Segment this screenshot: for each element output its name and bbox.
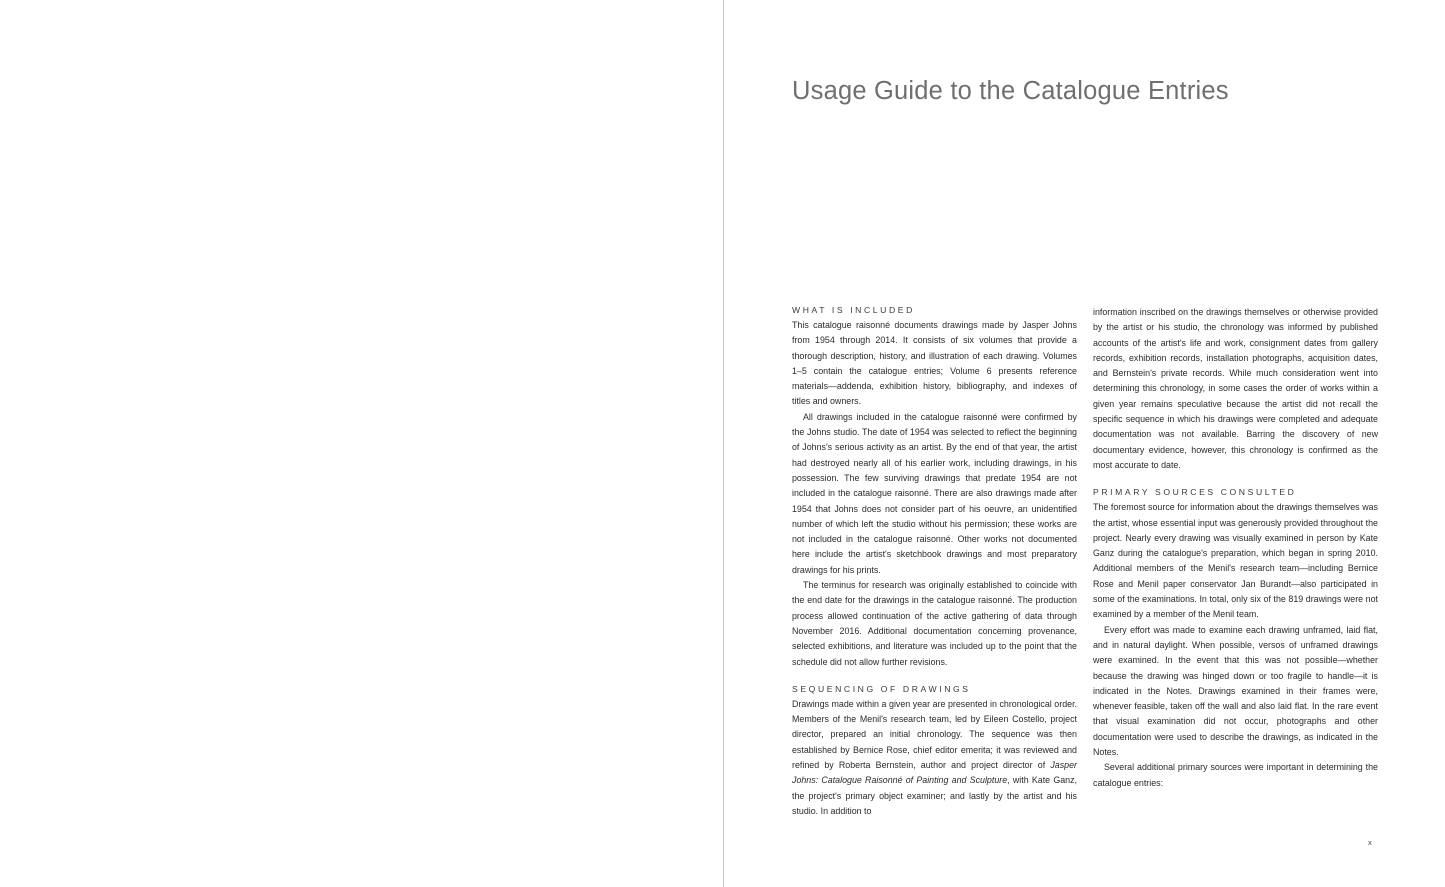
page-title: Usage Guide to the Catalogue Entries — [792, 77, 1229, 106]
section-heading-primary-sources-consulted: PRIMARY SOURCES CONSULTED — [1093, 487, 1297, 498]
paragraph: Several additional primary sources were important in determining the catalogue entries: — [1093, 762, 1378, 788]
right-page — [724, 0, 1445, 887]
italic-book-title: Jasper Johns: Catalogue Raisonné of Painting and Sculpture — [792, 760, 1077, 786]
paragraph-part1: Drawings made within a given year are presented in chronological order. Members of the Menil's research team, led by Eileen Costello, project director, prepared an initial chronology. The sequence was then established by Bernice Rose, chief editor emerita; it was reviewed and refined by Roberta Bernstein, author and project director of — [792, 698, 1077, 771]
paragraph: All drawings included in the catalogue raisonné were confirmed by the Johns studio. The date of 1954 was selected to reflect the beginning of Johns's serious activity as an artist. By the end of that year, the artist had destroyed nearly all of his earlier work, including drawings, in his possession. The few surviving drawings that predate 1954 are not included in the catalogue raisonné. There are also drawings made after 1954 that Johns does not consider part of his oeuvre, an unidentified number of which left the studio without his permission; these works are not included in the catalogue raisonné. Other works not documented here include the artist's sketchbook drawings and most preparatory drawings for his prints. — [792, 411, 1077, 575]
column-left — [792, 305, 1077, 819]
paragraph: This catalogue raisonné documents drawings made by Jasper Johns from 1954 through 2014. It consists of six volumes that provide a thorough description, history, and illustration of each drawing. Volumes 1–5 contain the catalogue entries; Volume 6 presents reference materials—addenda, exhibition history, bibliography, and indexes of titles and owners. — [792, 320, 1077, 407]
paragraph: Every effort was made to examine each drawing unframed, laid flat, and in natural daylight. When possible, versos of unframed drawings were examined. In the event that this was not possible—whether because the drawing was hinged down or too fragile to handle—it is indicated in the Notes. Drawings examined in their frames were, whenever feasible, taken off the wall and also laid flat. In the rare event that visual examination did not occur, photographs and other documentation were used to describe the drawings, as indicated in the Notes. — [1093, 624, 1378, 758]
column-right — [1093, 305, 1378, 819]
section-heading-sequencing-of-drawings: SEQUENCING OF DRAWINGS — [792, 683, 971, 694]
paragraph-part2: , with Kate Ganz, the project's primary object examiner; and lastly by the artist and his studio. In addition to — [792, 775, 1077, 816]
paragraph: The foremost source for information about the drawings themselves was the artist, whose essential input was generously provided throughout the project. Nearly every drawing was visually examined in person by Kate Ganz during the catalogue's preparation, which began in spring 2010. Additional members of the Menil's research team—including Bernice Rose and Menil paper conservator Jan Burandt—also participated in some of the examinations. In total, only six of the 819 drawings were not examined by a member of the Menil team. — [1093, 502, 1378, 620]
paragraph-continuation: information inscribed on the drawings themselves or otherwise provided by the artist or his studio, the chronology was informed by published accounts of the artist's life and work, consignment dates from gallery records, exhibition records, installation photographs, acquisition dates, and Bernstein's private records. While much consideration went into determining this chronology, in some cases the order of works within a given year remains speculative because the artist did not recall the specific sequence in which his drawings were completed and adequate documentation was not available. Barring the discovery of new documentary evidence, however, this chronology is confirmed as the most accurate to date. — [1093, 307, 1378, 470]
text-columns — [792, 305, 1378, 819]
paragraph: The terminus for research was originally established to coincide with the end date for the drawings in the catalogue raisonné. The production process allowed continuation of the active gathering of data through November 2016. Additional documentation concerning provenance, selected exhibitions, and literature was included up to the point that the schedule did not allow further revisions. — [792, 580, 1077, 667]
section-heading-what-is-included: WHAT IS INCLUDED — [792, 305, 915, 315]
paragraph-sequencing — [792, 697, 1077, 819]
page-number: x — [1368, 838, 1372, 847]
